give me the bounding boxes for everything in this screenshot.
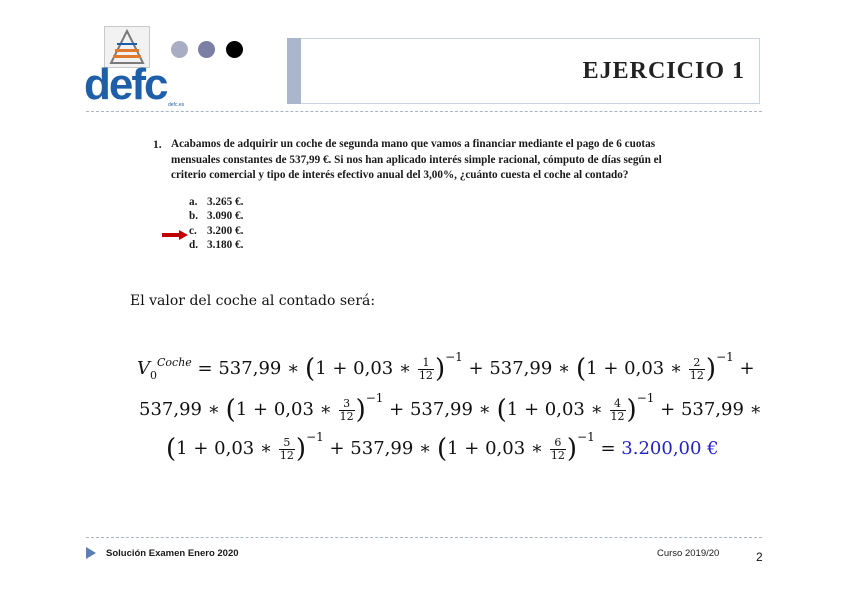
logo-subtext: defc.es (168, 102, 185, 108)
decor-dot-dark (226, 41, 243, 58)
option-letter: d. (189, 239, 199, 251)
footer-course: Curso 2019/20 (657, 548, 720, 559)
slide-title: EJERCICIO 1 (582, 58, 745, 84)
numerator: 1 (422, 355, 430, 369)
exponent: −1 (445, 350, 463, 364)
payment: 537,99 (409, 399, 473, 420)
option-letter: b. (189, 210, 199, 222)
exponent: −1 (716, 350, 734, 364)
exponent: −1 (306, 430, 324, 444)
footer-triangle-icon (86, 547, 96, 559)
question-number: 1. (153, 139, 162, 151)
numerator: 5 (283, 435, 291, 449)
denominator: 12 (418, 368, 433, 382)
fraction (418, 357, 434, 382)
option-letter: a. (189, 196, 198, 208)
footer-divider (86, 537, 762, 538)
footer-title: Solución Examen Enero 2020 (106, 548, 239, 559)
exponent: −1 (636, 391, 655, 405)
solution-intro: El valor del coche al contado será: (130, 293, 376, 309)
option-value: 3.090 €. (207, 210, 244, 222)
v-symbol: V (137, 358, 150, 379)
formula-line-1: $V_0^{Coche} = 537,99$ ∗ (1 + 0,03 ∗ $\frac{1}{12}$ )$^{-1}$ + 537,99 ∗ (1 + 0,03 ∗ $\frac{2}{12}$ )$^{-1}$ + (137, 350, 755, 384)
denominator: 12 (279, 448, 294, 462)
formula-line-3: (1 + 0,03 ∗ $\frac{5}{12}$ )$^{-1}$ + 537,99 ∗ (1 + 0,03 ∗ $\frac{6}{12}$ )$^{-1}$ = 3.200,00 € (166, 430, 719, 464)
defc-logo (84, 26, 194, 111)
denominator: 12 (339, 409, 354, 423)
result-value: 3.200,00 € (621, 438, 719, 459)
rate: 0,03 (485, 438, 526, 459)
numerator: 6 (554, 435, 562, 449)
payment: 537,99 (680, 399, 744, 420)
equals-sign: = (600, 438, 616, 459)
fraction (689, 357, 705, 382)
rate: 0,03 (353, 358, 394, 379)
answer-arrow-icon (162, 227, 188, 245)
rate: 0,03 (214, 438, 255, 459)
denominator: 12 (689, 368, 704, 382)
numerator: 3 (343, 396, 351, 410)
decor-dot-light (171, 41, 188, 58)
denominator: 12 (610, 409, 625, 423)
exponent: −1 (577, 430, 595, 444)
logo-wordmark: defc (84, 60, 167, 109)
v-subscript: 0 (150, 369, 157, 382)
fraction (339, 398, 355, 423)
title-accent-bar (287, 38, 301, 104)
payment: 537,99 (489, 358, 553, 379)
payment: 537,99 (218, 358, 282, 379)
equals-sign: = (197, 358, 213, 379)
exponent: −1 (365, 391, 384, 405)
option-value: 3.265 €. (207, 196, 244, 208)
option-letter: c. (189, 225, 197, 237)
rate: 0,03 (273, 399, 314, 420)
fraction (550, 437, 566, 462)
rate: 0,03 (624, 358, 665, 379)
rate: 0,03 (544, 399, 585, 420)
payment: 537,99 (139, 399, 202, 420)
option-a (189, 196, 243, 208)
v-superscript: Coche (157, 356, 192, 369)
question-text: Acabamos de adquirir un coche de segunda mano que vamos a financiar mediante el pago de 6 cuotas mensuales constantes de 537,99 €. Si nos han aplicado interés simple racional, cómputo de días según el criterio comercial y tipo de interés efectivo anual del 3,00%, ¿cuánto cuesta el coche al contado? (171, 138, 662, 181)
option-value: 3.200 €. (207, 225, 244, 237)
numerator: 4 (614, 396, 622, 410)
option-c (189, 225, 243, 237)
page-number: 2 (756, 550, 763, 564)
header-divider (86, 111, 762, 112)
formula-line-2: 537,99 ∗ (1 + 0,03 ∗ $\frac{3}{12}$ )$^{-1}$ + 537,99 ∗ (1 + 0,03 ∗ $\frac{4}{12}$ )$^{-1}$ + 537,99 ∗ (139, 391, 762, 425)
denominator: 12 (550, 448, 565, 462)
numerator: 2 (693, 355, 701, 369)
payment: 537,99 (350, 438, 414, 459)
option-value: 3.180 €. (207, 239, 244, 251)
fraction (279, 437, 295, 462)
fraction (610, 398, 626, 423)
option-b (189, 210, 243, 222)
option-d (189, 239, 243, 251)
decor-dot-mid (198, 41, 215, 58)
